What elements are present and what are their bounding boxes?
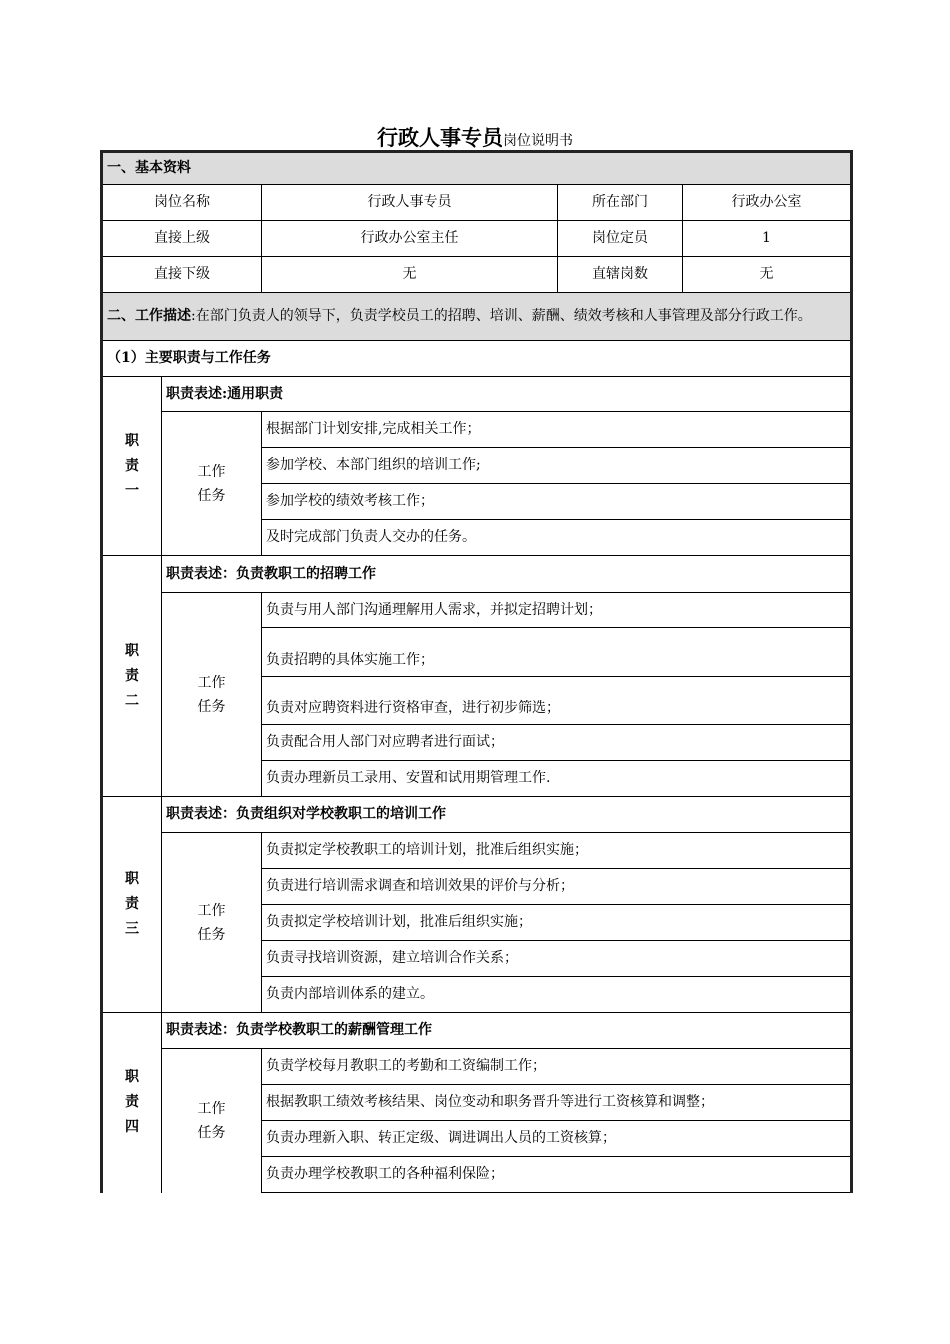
task-item: 负责寻找培训资源，建立培训合作关系； bbox=[262, 941, 852, 977]
task-item: 及时完成部门负责人交办的任务。 bbox=[262, 520, 852, 556]
task-item: 负责学校每月教职工的考勤和工资编制工作； bbox=[262, 1049, 852, 1085]
task-item: 负责招聘的具体实施工作； bbox=[262, 628, 852, 677]
duty-4-statement: 职责表述：负责学校教职工的薪酬管理工作 bbox=[162, 1013, 852, 1049]
field-label: 直接下级 bbox=[102, 257, 262, 293]
work-task-label: 工作 任务 bbox=[162, 593, 262, 797]
field-label: 直辖岗数 bbox=[558, 257, 683, 293]
task-item: 负责配合用人部门对应聘者进行面试； bbox=[262, 725, 852, 761]
duty-2-label: 职 责 二 bbox=[102, 556, 162, 797]
task-item: 根据教职工绩效考核结果、岗位变动和职务晋升等进行工资核算和调整； bbox=[262, 1085, 852, 1121]
document-title bbox=[0, 122, 950, 152]
duty-2-statement: 职责表述：负责教职工的招聘工作 bbox=[162, 556, 852, 593]
job-description-table bbox=[100, 150, 853, 1193]
work-task-label: 工作 任务 bbox=[162, 1049, 262, 1193]
field-value: 行政办公室 bbox=[683, 185, 852, 221]
field-label: 岗位名称 bbox=[102, 185, 262, 221]
task-item: 负责与用人部门沟通理解用人需求，并拟定招聘计划； bbox=[262, 593, 852, 628]
field-value: 无 bbox=[683, 257, 852, 293]
section1-heading: 一、基本资料 bbox=[102, 152, 852, 185]
duty-1-label: 职 责 一 bbox=[102, 377, 162, 556]
work-task-label: 工作 任务 bbox=[162, 833, 262, 1013]
task-item: 负责对应聘资料进行资格审查，进行初步筛选； bbox=[262, 677, 852, 725]
section2-description bbox=[102, 293, 852, 341]
work-task-label: 工作 任务 bbox=[162, 412, 262, 556]
task-item: 负责内部培训体系的建立。 bbox=[262, 977, 852, 1013]
field-value: 1 bbox=[683, 221, 852, 257]
field-label: 岗位定员 bbox=[558, 221, 683, 257]
field-label: 直接上级 bbox=[102, 221, 262, 257]
duty-1-statement: 职责表述:通用职责 bbox=[162, 377, 852, 412]
task-item: 负责办理学校教职工的各种福利保险； bbox=[262, 1157, 852, 1193]
field-value: 行政人事专员 bbox=[262, 185, 558, 221]
task-item: 负责拟定学校培训计划，批准后组织实施； bbox=[262, 905, 852, 941]
duty-3-statement: 职责表述：负责组织对学校教职工的培训工作 bbox=[162, 797, 852, 833]
title-sub: 岗位说明书 bbox=[503, 133, 573, 149]
duty-3-label: 职 责 三 bbox=[102, 797, 162, 1013]
basic-info-row bbox=[102, 221, 852, 257]
task-item: 负责办理新入职、转正定级、调进调出人员的工资核算； bbox=[262, 1121, 852, 1157]
basic-info-row bbox=[102, 257, 852, 293]
task-item: 负责办理新员工录用、安置和试用期管理工作. bbox=[262, 761, 852, 797]
field-value: 行政办公室主任 bbox=[262, 221, 558, 257]
task-item: 参加学校、本部门组织的培训工作; bbox=[262, 448, 852, 484]
task-item: 负责拟定学校教职工的培训计划，批准后组织实施； bbox=[262, 833, 852, 869]
duty-4-label: 职 责 四 bbox=[102, 1013, 162, 1193]
title-main: 行政人事专员 bbox=[377, 125, 503, 150]
task-item: 根据部门计划安排,完成相关工作； bbox=[262, 412, 852, 448]
section2-subheading: （1）主要职责与工作任务 bbox=[102, 341, 852, 377]
basic-info-row bbox=[102, 185, 852, 221]
task-item: 负责进行培训需求调查和培训效果的评价与分析； bbox=[262, 869, 852, 905]
field-value: 无 bbox=[262, 257, 558, 293]
task-item: 参加学校的绩效考核工作； bbox=[262, 484, 852, 520]
field-label: 所在部门 bbox=[558, 185, 683, 221]
section2-text: :在部门负责人的领导下，负责学校员工的招聘、培训、薪酬、绩效考核和人事管理及部分行政工作。 bbox=[191, 308, 812, 325]
section2-heading: 二、工作描述 bbox=[107, 308, 191, 325]
